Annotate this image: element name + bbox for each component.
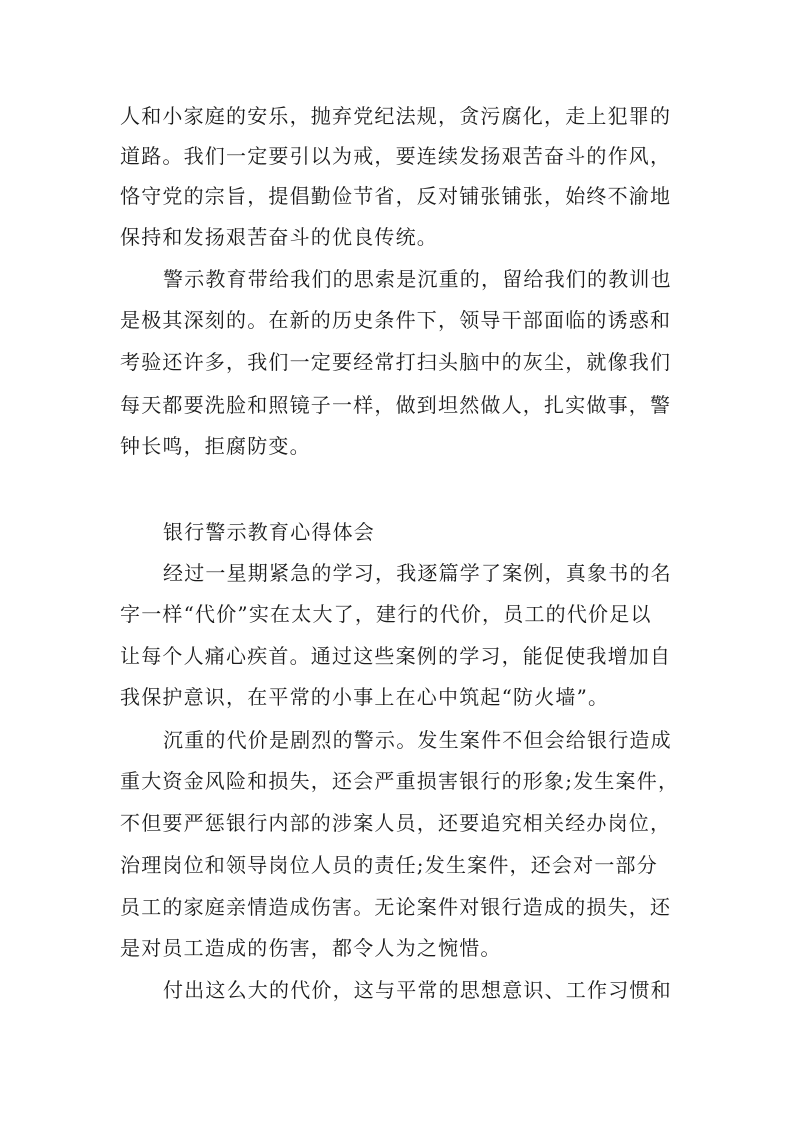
paragraph-line: 考验还许多，我们一定要经常打扫头脑中的灰尘，就像我们 bbox=[120, 350, 672, 374]
paragraph-line: 钟长鸣，拒腐防变。 bbox=[120, 434, 311, 458]
paragraph-line: 每天都要洗脸和照镜子一样，做到坦然做人，扎实做事，警 bbox=[120, 393, 672, 417]
paragraph-line: 字一样“代价”实在太大了，建行的代价，员工的代价足以 bbox=[120, 602, 652, 626]
paragraph-line: 道路。我们一定要引以为戒，要连续发扬艰苦奋斗的作风， bbox=[120, 144, 672, 168]
paragraph-line: 员工的家庭亲情造成伤害。无论案件对银行造成的损失，还 bbox=[120, 895, 672, 919]
paragraph-line: 恪守党的宗旨，提倡勤俭节省，反对铺张铺张，始终不渝地 bbox=[120, 184, 672, 208]
paragraph-line: 沉重的代价是剧烈的警示。发生案件不但会给银行造成 bbox=[163, 728, 672, 752]
paragraph-line: 警示教育带给我们的思索是沉重的，留给我们的教训也 bbox=[163, 267, 672, 291]
paragraph-line: 是极其深刻的。在新的历史条件下，领导干部面临的诱惑和 bbox=[120, 308, 672, 332]
paragraph-line: 我保护意识，在平常的小事上在心中筑起“防火墙”。 bbox=[120, 685, 610, 709]
paragraph-line: 经过一星期紧急的学习，我逐篇学了案例，真象书的名 bbox=[163, 561, 672, 585]
paragraph-line: 让每个人痛心疾首。通过这些案例的学习，能促使我增加自 bbox=[120, 644, 672, 668]
paragraph-line: 是对员工造成的伤害，都令人为之惋惜。 bbox=[120, 936, 502, 960]
paragraph-line: 付出这么大的代价，这与平常的思想意识、工作习惯和 bbox=[163, 978, 672, 1002]
paragraph-line: 人和小家庭的安乐，抛弃党纪法规，贪污腐化，走上犯罪的 bbox=[120, 104, 672, 128]
paragraph-line: 保持和发扬艰苦奋斗的优良传统。 bbox=[120, 225, 438, 249]
paragraph-line: 重大资金风险和损失，还会严重损害银行的形象;发生案件， bbox=[120, 769, 680, 793]
paragraph-line: 不但要严惩银行内部的涉案人员，还要追究相关经办岗位， bbox=[120, 811, 672, 835]
section-title: 银行警示教育心得体会 bbox=[163, 520, 375, 544]
paragraph-line: 治理岗位和领导岗位人员的责任;发生案件，还会对一部分 bbox=[120, 853, 658, 877]
